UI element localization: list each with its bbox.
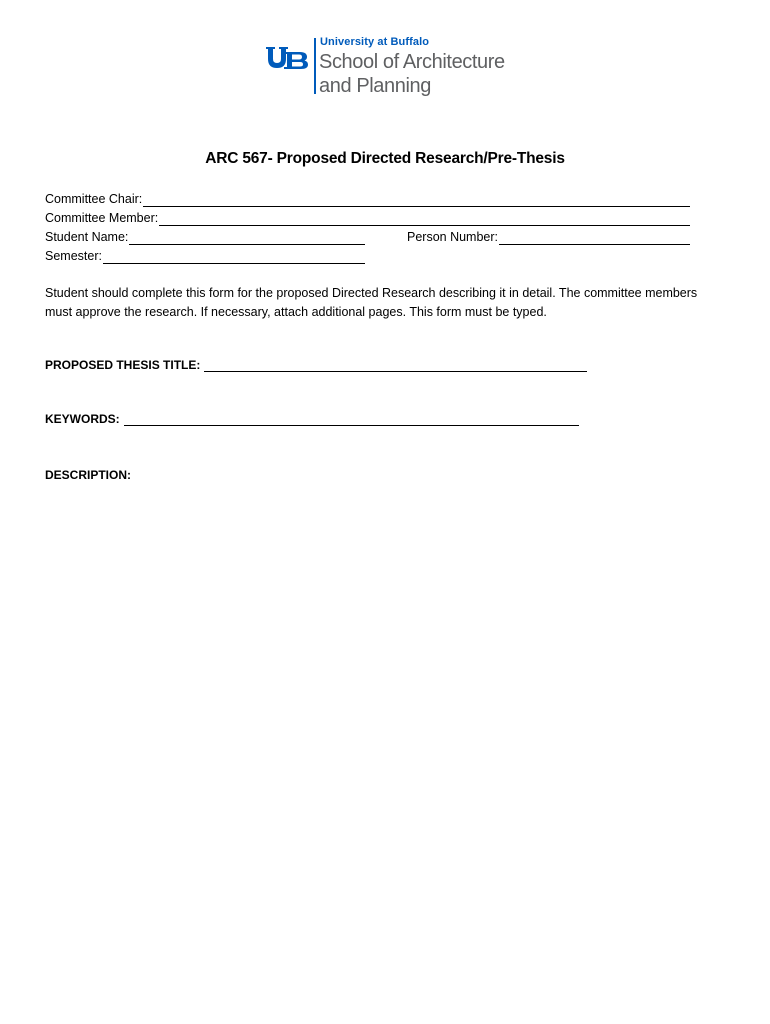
student-name-field[interactable] [45, 227, 365, 245]
keywords-label: KEYWORDS: [45, 412, 120, 426]
form-title: ARC 567- Proposed Directed Research/Pre-Thesis [205, 150, 565, 167]
person-number-field[interactable] [407, 227, 690, 245]
university-name: University at Buffalo [320, 36, 430, 48]
semester-field[interactable] [45, 246, 365, 264]
ub-logo-icon [264, 44, 310, 70]
description-field [45, 466, 131, 482]
person-number-label: Person Number: [407, 230, 499, 244]
keywords-line[interactable] [124, 413, 579, 426]
committee-member-field[interactable] [45, 208, 690, 226]
committee-chair-label: Committee Chair: [45, 192, 143, 206]
logo-divider [314, 38, 316, 94]
school-name-line1: School of Architecture [319, 51, 505, 73]
committee-member-line[interactable] [159, 211, 690, 226]
thesis-title-label: PROPOSED THESIS TITLE: [45, 358, 201, 372]
semester-label: Semester: [45, 249, 102, 263]
committee-member-label: Committee Member: [45, 211, 159, 225]
school-name-line2: and Planning [319, 75, 431, 97]
student-name-line[interactable] [129, 230, 365, 245]
description-label: DESCRIPTION: [45, 468, 132, 482]
school-logo [264, 36, 524, 100]
committee-chair-field[interactable] [45, 189, 690, 207]
thesis-title-field[interactable] [45, 356, 587, 372]
thesis-title-line[interactable] [204, 359, 587, 372]
instructions-text: Student should complete this form for the proposed Directed Research describing it in detail. The committee members must approve the research. If necessary, attach additional pages. This form must be typed. [45, 286, 698, 319]
person-number-line[interactable] [499, 230, 690, 245]
keywords-field[interactable] [45, 410, 579, 426]
committee-chair-line[interactable] [143, 192, 690, 207]
semester-line[interactable] [103, 249, 365, 264]
student-name-label: Student Name: [45, 230, 129, 244]
